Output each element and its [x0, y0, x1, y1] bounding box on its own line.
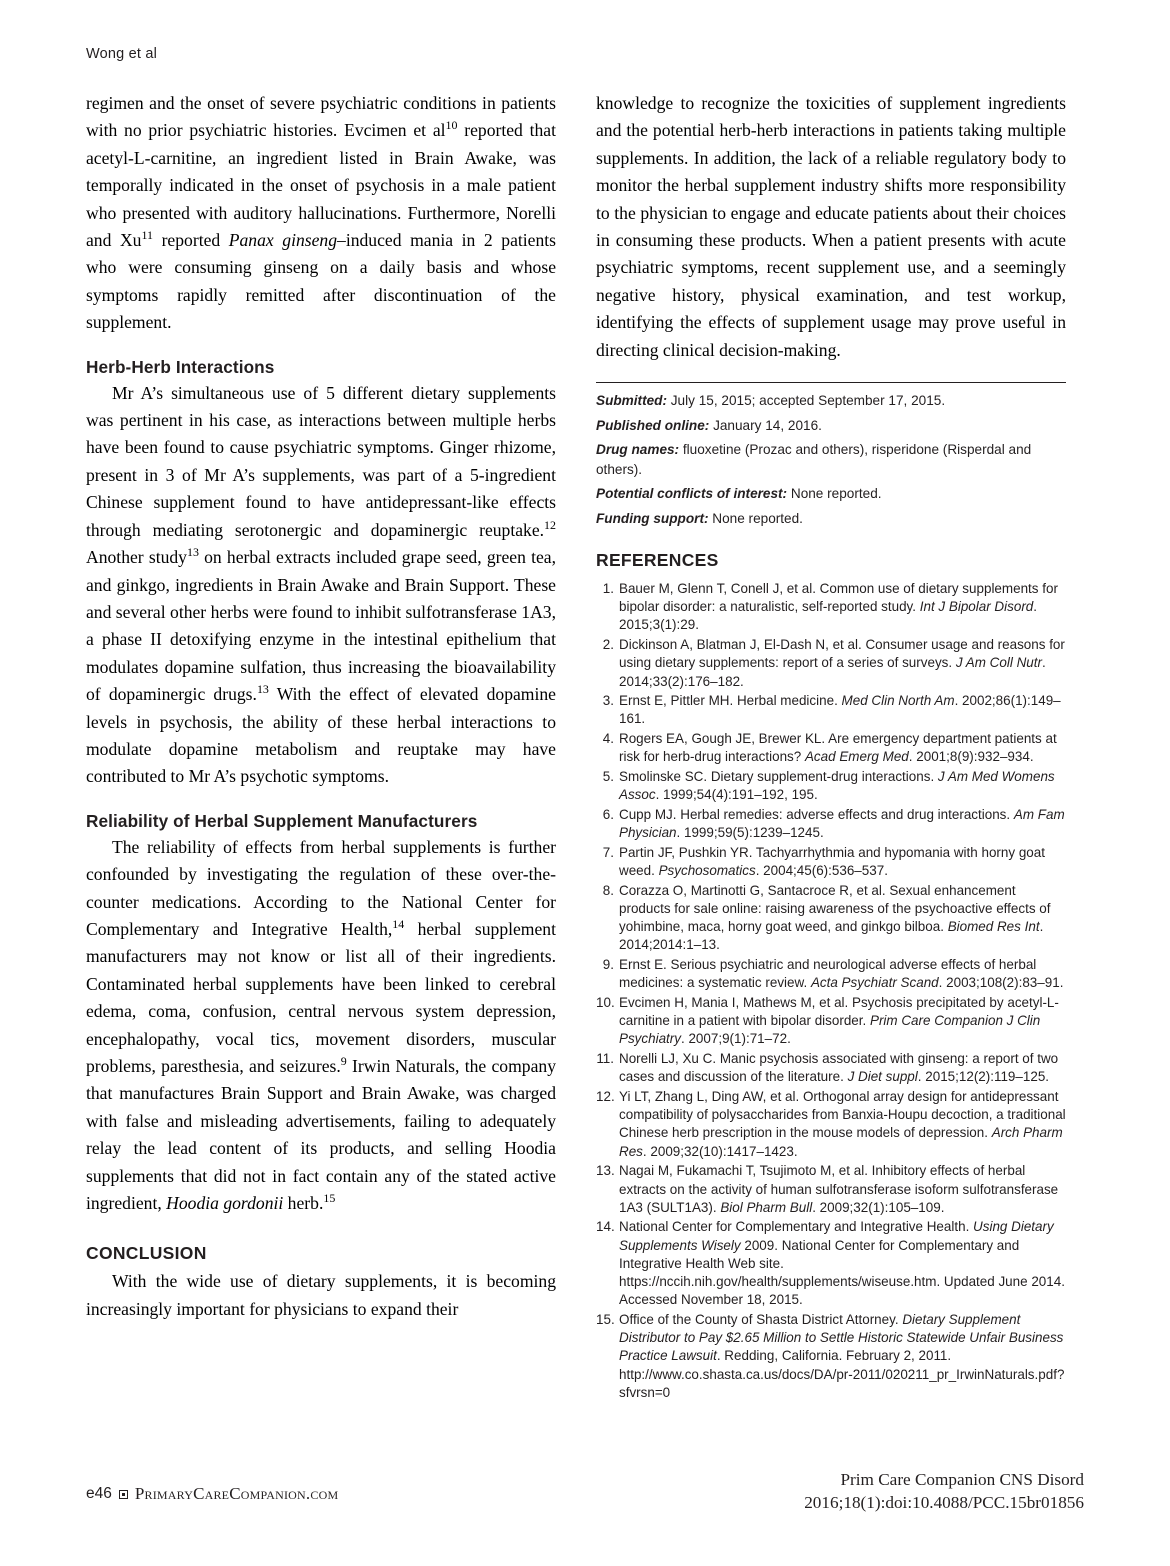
metadata-label: Submitted: — [596, 393, 667, 409]
footer-right — [804, 1468, 1084, 1514]
reference-text: Yi LT, Zhang L, Ding AW, et al. Orthogonal array design for antidepressant compatibility of polysaccharides from Banxia-Houpu decoction, a traditional Chinese herb prescription in the mouse models of depression. Arch Pharm Res. 2009;32(10):1417–1423. — [619, 1089, 1066, 1159]
reference-number: 14. — [596, 1219, 615, 1235]
reference-number: 12. — [596, 1089, 615, 1105]
reference-text: Dickinson A, Blatman J, El-Dash N, et al. Consumer usage and reasons for using dietary supplements: report of a series of surveys. J Am Coll Nutr. 2014;33(2):176–182. — [619, 637, 1065, 689]
bullet-square-icon — [119, 1490, 128, 1499]
metadata-value: January 14, 2016. — [709, 417, 822, 433]
site-brand: PrimaryCareCompanion.com — [134, 1484, 339, 1503]
reference-item — [596, 882, 1066, 955]
left-column — [86, 90, 556, 1323]
reference-number: 7. — [602, 844, 614, 860]
reference-item — [596, 806, 1066, 842]
reference-number: 15. — [596, 1311, 615, 1327]
metadata-label: Potential conflicts of interest: — [596, 486, 788, 502]
reference-item — [596, 1218, 1066, 1309]
reference-text: National Center for Complementary and Integrative Health. Using Dietary Supplements Wisely 2009. National Center for Complementary and Integrative Health Web site. https://nccih.nih.gov/health/supplements/wiseuse.htm. Updated June 2014. Accessed November 18, 2015. — [619, 1219, 1065, 1308]
metadata-value: None reported. — [787, 486, 882, 502]
reference-text: Ernst E. Serious psychiatric and neurological adverse effects of herbal medicines: a systematic review. Acta Psychiatr Scand. 2003;108(2):83–91. — [619, 957, 1064, 991]
metadata-item — [596, 391, 1066, 411]
page-number: e46 — [86, 1485, 112, 1502]
reference-item — [596, 844, 1066, 880]
right-column — [596, 90, 1066, 1404]
reference-item — [596, 580, 1066, 635]
reference-text: Norelli LJ, Xu C. Manic psychosis associated with ginseng: a report of two cases and discussion of the literature. J Diet suppl. 2015;12(2):119–125. — [619, 1051, 1059, 1085]
metadata-label: Funding support: — [596, 510, 709, 526]
reference-number: 8. — [602, 882, 614, 898]
reference-text: Corazza O, Martinotti G, Santacroce R, et al. Sexual enhancement products for sale online: raising awareness of the psychoactive effects of yohimbine, maca, horny goat weed, and ginkgo bilboa. Biomed Res Int. 2014;2014:1–13. — [619, 882, 1051, 953]
paragraph-conclusion: With the wide use of dietary supplements, it is becoming increasingly important for physicians to expand their — [86, 1271, 556, 1319]
metadata-value: July 15, 2015; accepted September 17, 2015. — [666, 393, 946, 409]
reference-item — [596, 994, 1066, 1049]
reference-item — [596, 956, 1066, 992]
reference-text: Office of the County of Shasta District Attorney. Dietary Supplement Distributor to Pay $2.65 Million to Settle Historic Statewide Unfair Business Practice Lawsuit. Redding, California. February 2, 2011. http://www.co.shasta.ca.us/docs/DA/pr-2011/020211_pr_IrwinNaturals.pdf?sfvrsn=0 — [619, 1311, 1065, 1400]
journal-doi: 2016;18(1):doi:10.4088/PCC.15br01856 — [804, 1493, 1084, 1512]
references-list — [596, 580, 1066, 1402]
paragraph-herb-herb: Mr A’s simultaneous use of 5 different dietary supplements was pertinent in his case, as interactions between multiple herbs have been found to cause psychiatric symptoms. Ginger rhizome, present in 3 of Mr A’s supplements, was part of a 5-ingredient Chinese supplement found to have antidepressant-like effects through mediating serotonergic and dopaminergic reuptake.$^{12}$ Another study$^{13}$ on herbal extracts included grape seed, green tea, and ginkgo, ingredients in Brain Awake and Brain Support. These and several other herbs were found to inhibit sulfotransferase 1A3, a phase II detoxifying enzyme in the intestinal epithelium that modulates dopamine sulfation, thus increasing the bioavailability of dopaminergic drugs.$^{13}$ With the effect of elevated dopamine levels in psychosis, the ability of these herbal interactions to modulate dopamine metabolism and reuptake may have contributed to Mr A’s psychotic symptoms. — [86, 382, 556, 787]
section-heading-conclusion: CONCLUSION — [86, 1243, 207, 1264]
metadata-list — [596, 391, 1066, 528]
metadata-item — [596, 484, 1066, 504]
paragraph-continuation: regimen and the onset of severe psychiatric conditions in patients with no prior psychiatric histories. Evcimen et $al^{10}$ reported that acetyl-L-carnitine, an ingredient listed in Brain Awake, was temporally indicated in the onset of psychosis in a male patient who presented with auditory hallucinations. Furthermore, Norelli and Xu$^{11}$ reported Panax ginseng–induced mania in 2 patients who were consuming ginseng on a daily basis and whose symptoms rapidly remitted after discontinuation of the supplement. — [86, 93, 557, 333]
metadata-item — [596, 416, 1066, 436]
references-heading: REFERENCES — [596, 550, 719, 571]
reference-text: Cupp MJ. Herbal remedies: adverse effects and drug interactions. Am Fam Physician. 1999;59(5):1239–1245. — [619, 807, 1065, 841]
section-heading-herb-herb: Herb-Herb Interactions — [86, 356, 275, 377]
reference-text: Ernst E, Pittler MH. Herbal medicine. Med Clin North Am. 2002;86(1):149–161. — [619, 693, 1061, 727]
reference-item — [596, 730, 1066, 766]
reference-text: Nagai M, Fukamachi T, Tsujimoto M, et al. Inhibitory effects of herbal extracts on the activity of human sulfotransferase isoform sulfotransferase 1A3 (SULT1A3). Biol Pharm Bull. 2009;32(1):105–109. — [619, 1163, 1059, 1215]
reference-item — [596, 768, 1066, 804]
paragraph-conclusion-continued: knowledge to recognize the toxicities of supplement ingredients and the potential herb-herb interactions in patients taking multiple supplements. In addition, the lack of a reliable regulatory body to monitor the herbal supplement industry shifts more responsibility to the physician to engage and educate patients about their choices in consuming these products. When a patient presents with acute psychiatric symptoms, recent supplement use, and a seemingly negative history, physical examination, and test workup, identifying the effects of supplement usage may prove useful in directing clinical decision-making. — [596, 93, 1066, 360]
metadata-item — [596, 440, 1066, 479]
reference-number: 5. — [602, 769, 614, 785]
reference-number: 11. — [596, 1051, 614, 1067]
reference-number: 6. — [602, 807, 614, 822]
reference-text: Partin JF, Pushkin YR. Tachyarrhythmia and hypomania with horny goat weed. Psychosomatics. 2004;45(6):536–537. — [619, 844, 1045, 879]
paragraph-reliability: The reliability of effects from herbal supplements is further confounded by investigating the regulation of these over-the-counter medications. According to the National Center for Complementary and Integrative Health,$^{14}$ herbal supplement manufacturers may not know or list all of their ingredients. Contaminated herbal supplements have been linked to cerebral edema, coma, confusion, central nervous system depression, encephalopathy, vocal tics, movement disorders, muscular problems, paresthesia, and seizures.$^9$ Irwin Naturals, the company that manufactures Brain Support and Brain Awake, was charged with false and misleading advertisements, failing to adequately relay the lead content of its products, and selling Hoodia supplements that did not in fact contain any of the stated active ingredient, Hoodia gordonii herb.$^{15}$ — [86, 836, 556, 1214]
reference-number: 13. — [596, 1163, 615, 1179]
metadata-label: Published online: — [596, 417, 710, 433]
reference-item — [596, 636, 1066, 691]
metadata-divider — [596, 382, 1066, 383]
reference-number: 2. — [602, 637, 614, 653]
footer-left — [86, 1484, 338, 1504]
running-head: Wong et al — [86, 46, 158, 62]
reference-item — [596, 1050, 1066, 1086]
reference-number: 3. — [602, 693, 614, 709]
reference-item — [596, 1162, 1066, 1217]
reference-item — [596, 1311, 1066, 1402]
reference-number: 10. — [596, 995, 615, 1011]
reference-text: Bauer M, Glenn T, Conell J, et al. Common use of dietary supplements for bipolar disorder: a naturalistic, self-reported study. Int J Bipolar Disord. 2015;3(1):29. — [619, 581, 1058, 633]
reference-text: Rogers EA, Gough JE, Brewer KL. Are emergency department patients at risk for herb-drug interactions? Acad Emerg Med. 2001;8(9):932–934. — [619, 731, 1057, 765]
metadata-item — [596, 509, 1066, 529]
reference-text: Evcimen H, Mania I, Mathews M, et al. Psychosis precipitated by acetyl-L-carnitine in a patient with bipolar disorder. Prim Care Companion J Clin Psychiatry. 2007;9(1):71–72. — [619, 995, 1059, 1047]
section-heading-reliability: Reliability of Herbal Supplement Manufacturers — [86, 810, 478, 831]
reference-item — [596, 1088, 1066, 1161]
reference-item — [596, 692, 1066, 728]
metadata-label: Drug names: — [596, 442, 680, 458]
article-metadata — [596, 382, 1066, 528]
reference-text: Smolinske SC. Dietary supplement-drug interactions. J Am Med Womens Assoc. 1999;54(4):191–192, 195. — [619, 769, 1055, 803]
reference-number: 4. — [602, 731, 614, 747]
metadata-value: None reported. — [708, 510, 803, 526]
reference-number: 1. — [602, 581, 614, 597]
journal-name: Prim Care Companion CNS Disord — [840, 1470, 1084, 1489]
reference-number: 9. — [602, 957, 614, 973]
metadata-value: fluoxetine (Prozac and others), risperidone (Risperdal and others). — [596, 442, 1032, 477]
